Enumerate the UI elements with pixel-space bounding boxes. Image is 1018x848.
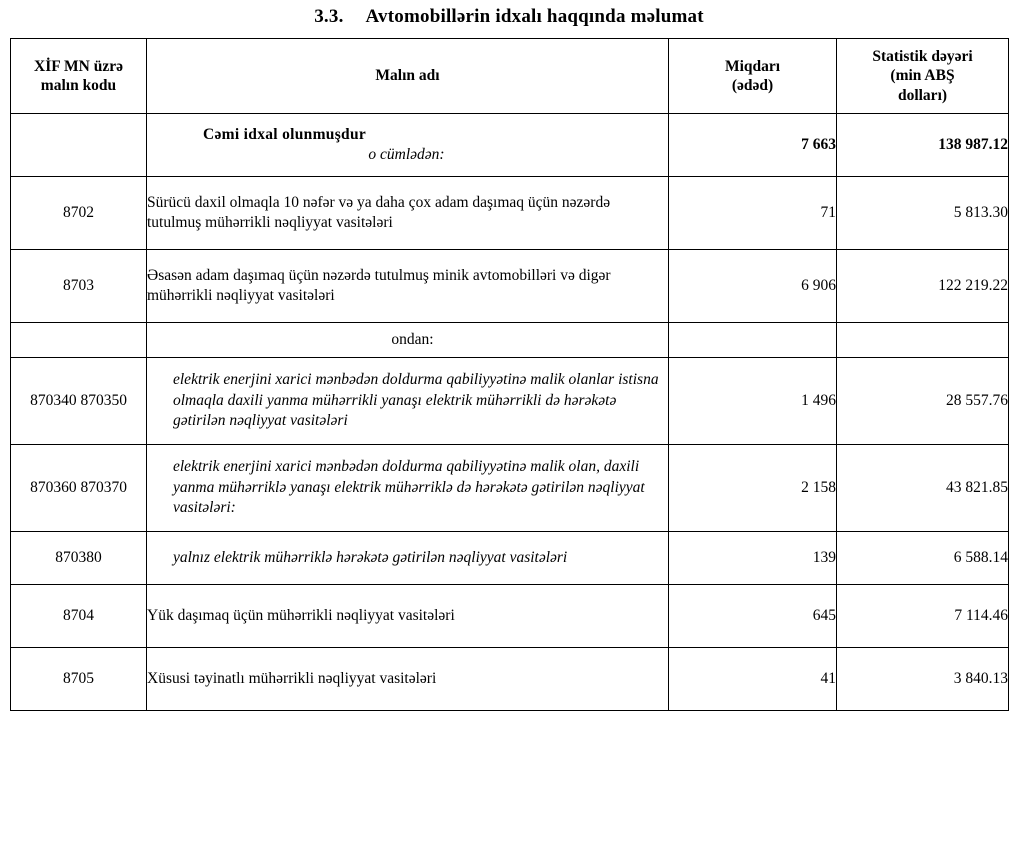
cell-code: 870340 870350 <box>11 358 147 445</box>
import-statistics-table <box>10 38 1009 711</box>
cell-name: yalnız elektrik mühərriklə hərəkətə gətirilən nəqliyyat vasitələri <box>147 532 669 585</box>
section-title: Avtomobillərin idxalı haqqında məlumat <box>365 6 704 27</box>
table-body <box>11 114 1009 711</box>
cell-name <box>147 114 669 177</box>
column-header-value <box>837 39 1009 114</box>
cell-value: 7 114.46 <box>837 585 1009 648</box>
column-header-code <box>11 39 147 114</box>
column-header-quantity <box>669 39 837 114</box>
table-header-row <box>11 39 1009 114</box>
table-row <box>11 648 1009 711</box>
column-header-quantity-line1: Miqdarı <box>724 57 781 75</box>
table-row <box>11 445 1009 532</box>
table-row <box>11 585 1009 648</box>
table-row <box>11 177 1009 250</box>
column-header-value-line2: (min ABŞ <box>890 67 955 85</box>
cell-value: 28 557.76 <box>837 358 1009 445</box>
cell-value <box>837 323 1009 358</box>
table-row <box>11 323 1009 358</box>
table-header <box>11 39 1009 114</box>
cell-value: 6 588.14 <box>837 532 1009 585</box>
cell-name: ondan: <box>147 323 669 358</box>
cell-quantity: 41 <box>669 648 837 711</box>
column-header-code-line1: XİF MN üzrə <box>34 57 123 75</box>
total-sublabel: o cümlədən: <box>368 146 445 164</box>
column-header-code-line2: malın kodu <box>40 77 117 95</box>
column-header-value-line3: dolları) <box>897 86 948 104</box>
cell-quantity: 6 906 <box>669 250 837 323</box>
cell-name: Sürücü daxil olmaqla 10 nəfər və ya daha çox adam daşımaq üçün nəzərdə tutulmuş mühərrikli nəqliyyat vasitələri <box>147 177 669 250</box>
table-row <box>11 114 1009 177</box>
cell-code: 8703 <box>11 250 147 323</box>
cell-value: 43 821.85 <box>837 445 1009 532</box>
column-header-name <box>147 39 669 114</box>
column-header-quantity-line2: (ədəd) <box>731 77 774 95</box>
cell-value: 138 987.12 <box>837 114 1009 177</box>
cell-quantity: 71 <box>669 177 837 250</box>
cell-code: 870360 870370 <box>11 445 147 532</box>
cell-code: 8705 <box>11 648 147 711</box>
total-label: Cəmi idxal olunmuşdur <box>203 125 367 143</box>
section-number: 3.3. <box>314 6 344 27</box>
cell-quantity: 7 663 <box>669 114 837 177</box>
cell-quantity: 2 158 <box>669 445 837 532</box>
cell-code <box>11 114 147 177</box>
cell-name: elektrik enerjini xarici mənbədən doldurma qabiliyyətinə malik olanlar istisna olmaqla daxili yanma mühərrikli yanaşı elektrik mühərrikli də hərəkətə gətirilən nəqliyyat vasitələri <box>147 358 669 445</box>
cell-name: Xüsusi təyinatlı mühərrikli nəqliyyat vasitələri <box>147 648 669 711</box>
cell-quantity: 139 <box>669 532 837 585</box>
cell-name: Yük daşımaq üçün mühərrikli nəqliyyat vasitələri <box>147 585 669 648</box>
cell-value: 122 219.22 <box>837 250 1009 323</box>
cell-code <box>11 323 147 358</box>
cell-code: 870380 <box>11 532 147 585</box>
cell-value: 5 813.30 <box>837 177 1009 250</box>
page-title <box>0 0 1018 38</box>
table-row <box>11 358 1009 445</box>
cell-value: 3 840.13 <box>837 648 1009 711</box>
cell-quantity: 645 <box>669 585 837 648</box>
cell-name: elektrik enerjini xarici mənbədən doldurma qabiliyyətinə malik olan, daxili yanma mühərriklə yanaşı elektrik mühərriklə də hərəkətə gətirilən nəqliyyat vasitələri: <box>147 445 669 532</box>
cell-quantity <box>669 323 837 358</box>
column-header-name-line1: Malın adı <box>375 67 440 85</box>
column-header-value-line1: Statistik dəyəri <box>872 48 973 65</box>
cell-code: 8704 <box>11 585 147 648</box>
cell-name: Əsasən adam daşımaq üçün nəzərdə tutulmuş minik avtomobilləri və digər mühərrikli nəqliyyat vasitələri <box>147 250 669 323</box>
table-row <box>11 532 1009 585</box>
table-row <box>11 250 1009 323</box>
cell-quantity: 1 496 <box>669 358 837 445</box>
cell-code: 8702 <box>11 177 147 250</box>
